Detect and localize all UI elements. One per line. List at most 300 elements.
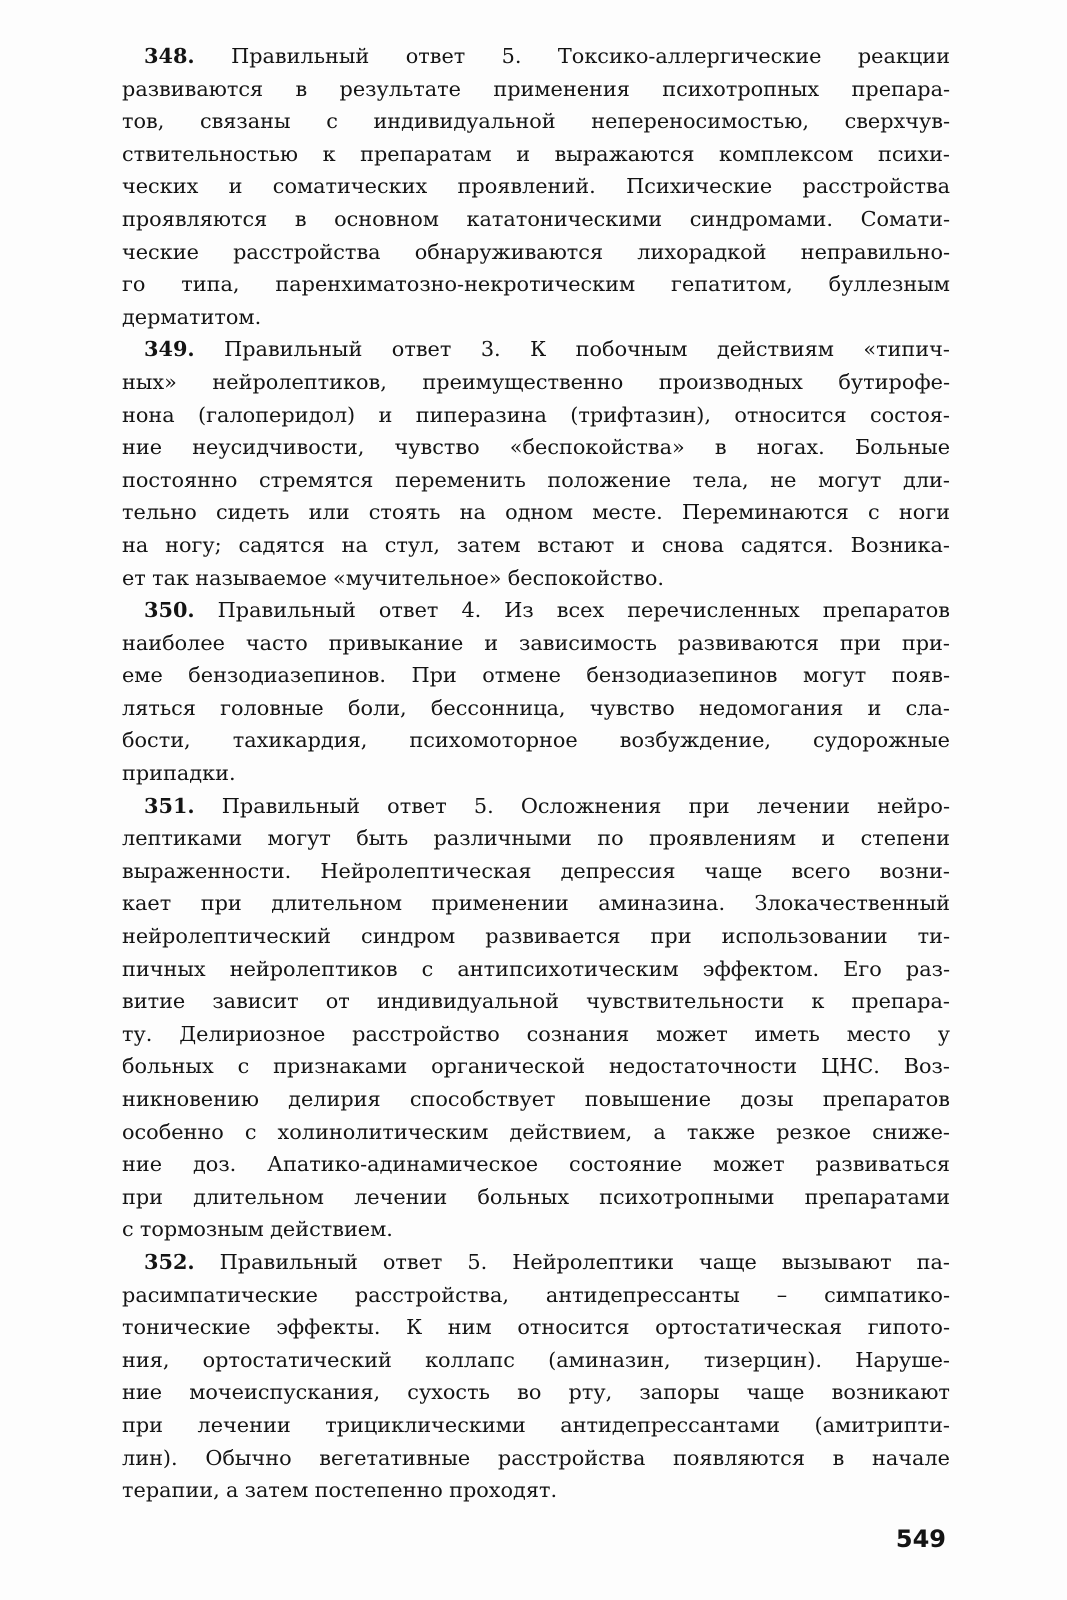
word: а: [653, 1119, 666, 1144]
word: на: [122, 532, 149, 557]
word: психотропных: [662, 76, 820, 101]
word: ногах.: [756, 435, 825, 460]
word: раз-: [905, 956, 950, 981]
word: ответ: [382, 1249, 443, 1274]
word: в: [832, 1445, 845, 1470]
word: расимпатические: [122, 1282, 318, 1307]
answer-paragraph-349: [122, 333, 950, 594]
word: эффектом.: [702, 956, 820, 981]
word: ет: [122, 565, 146, 590]
word: проявлений.: [457, 174, 596, 199]
word: называемое: [195, 565, 327, 590]
word: производных: [658, 369, 803, 394]
word: «беспокойства»: [509, 435, 685, 460]
word: тельно: [122, 500, 197, 525]
word: недостаточности: [608, 1054, 798, 1079]
word: всех: [556, 598, 605, 623]
word: Больные: [854, 435, 950, 460]
text-line: [122, 464, 950, 497]
word: органической: [431, 1054, 586, 1079]
text-line: [122, 399, 950, 432]
word: проходят.: [449, 1478, 558, 1503]
word: применении: [431, 891, 569, 916]
word: нона: [122, 402, 175, 427]
word: может: [713, 1152, 785, 1177]
word: сла-: [905, 695, 950, 720]
word: лептиками: [122, 826, 243, 851]
text-line: [122, 1311, 950, 1344]
word: или: [308, 500, 350, 525]
word: с: [867, 500, 880, 525]
word: в: [714, 435, 727, 460]
word: Обычно: [205, 1445, 292, 1470]
word: больных: [122, 1054, 214, 1079]
answer-paragraph-348: [122, 40, 950, 333]
word: с: [122, 1217, 134, 1242]
word: нейролептиков: [229, 956, 398, 981]
word: Воз-: [903, 1054, 950, 1079]
word: чаще: [746, 1380, 805, 1405]
word: всего: [791, 858, 851, 883]
word: относится: [517, 1315, 630, 1340]
text-line: [122, 790, 950, 823]
word: возбуждение,: [619, 728, 771, 753]
word: и: [821, 826, 836, 851]
word: беспокойство.: [507, 565, 664, 590]
word: с: [326, 109, 338, 134]
word: расстройства: [802, 174, 950, 199]
word: появ-: [891, 663, 950, 688]
word: чаще: [698, 1249, 757, 1274]
word: месте.: [592, 500, 663, 525]
text-line: [122, 1181, 950, 1214]
word: сверхчув-: [844, 109, 950, 134]
word: затем: [244, 1478, 309, 1503]
word: реакции: [857, 44, 950, 68]
word: Нейролептическая: [320, 858, 532, 883]
word: трициклическими: [325, 1412, 526, 1437]
word: мочеиспускания,: [189, 1380, 381, 1405]
word: психи-: [877, 141, 950, 166]
word: длительном: [193, 1184, 324, 1209]
word: синдром: [361, 924, 456, 949]
word: неусидчивости,: [192, 435, 365, 460]
word: коллапс: [425, 1347, 515, 1372]
word: постоянно: [122, 467, 238, 492]
word: при: [688, 793, 730, 818]
text-line: [122, 268, 950, 301]
text-line: [122, 1376, 950, 1409]
word: ЦНС.: [821, 1054, 880, 1079]
word: по: [597, 826, 624, 851]
word: могут: [802, 663, 867, 688]
word: ортостатический: [202, 1347, 392, 1372]
word: может: [656, 1021, 728, 1046]
word: при: [122, 1184, 164, 1209]
word: лихорадкой: [637, 239, 767, 264]
word: дозы: [740, 1087, 794, 1111]
word: бензодиазепинов: [586, 663, 778, 688]
word: Из: [504, 598, 534, 623]
word: препаратов: [822, 1087, 950, 1111]
text-line: [122, 692, 950, 725]
word: аминазина.: [598, 891, 726, 916]
answer-paragraph-350: [122, 594, 950, 790]
word: Правильный: [224, 337, 363, 362]
word: депрессия: [560, 858, 676, 883]
word: в: [294, 206, 307, 231]
word: основном: [334, 206, 439, 231]
text-line: [122, 496, 950, 529]
word: и: [378, 402, 393, 427]
word: пичных: [122, 956, 206, 981]
text-line: [122, 855, 950, 888]
word: садятся.: [740, 532, 834, 557]
text-line: [122, 1083, 950, 1116]
word: К: [406, 1315, 423, 1340]
text-line: [122, 1116, 950, 1149]
word: 4.: [461, 598, 482, 623]
word: ответ: [378, 598, 439, 623]
word: никновению: [122, 1087, 259, 1111]
word: (амитрипти-: [814, 1412, 950, 1437]
word: 3.: [480, 337, 501, 362]
text-line: [122, 920, 950, 953]
word: препаратами: [804, 1184, 950, 1209]
text-line: [122, 594, 950, 627]
word: психотропными: [599, 1184, 775, 1209]
word: связаны: [199, 109, 291, 134]
word: антипсихотическим: [457, 956, 679, 981]
word: Возника-: [850, 532, 950, 557]
word: чаще: [704, 858, 763, 883]
answer-paragraph-351: [122, 790, 950, 1246]
word: и: [867, 695, 882, 720]
text-line: [122, 627, 950, 660]
text-line: [122, 1148, 950, 1181]
word: синдромами.: [689, 206, 833, 231]
word: зависимость: [519, 630, 657, 655]
word: признаками: [273, 1054, 408, 1079]
text-line: [122, 659, 950, 692]
word: отмене: [482, 663, 561, 688]
word: возни-: [879, 858, 950, 883]
word: лечении: [197, 1412, 291, 1437]
word: и: [228, 174, 243, 199]
word: при: [200, 891, 242, 916]
text-line: [122, 1279, 950, 1312]
word: па-: [916, 1249, 950, 1274]
word: ных»: [122, 369, 177, 394]
word: чувство: [394, 435, 480, 460]
word: дли-: [903, 467, 950, 492]
word: место: [846, 1021, 911, 1046]
word: ние: [122, 1380, 163, 1405]
word: Правильный: [219, 1249, 358, 1274]
word: Нейролептики: [512, 1249, 674, 1274]
word: начале: [872, 1445, 950, 1470]
word: антидепрессанты: [545, 1282, 740, 1307]
page-number: 549: [895, 1525, 946, 1553]
text-line: [122, 366, 950, 399]
word: постепенно: [314, 1478, 443, 1503]
text-line: [122, 822, 950, 855]
answer-number: 350.: [144, 597, 195, 623]
word: проявляются: [122, 206, 268, 231]
word: состояние: [569, 1152, 683, 1177]
word: соматических: [272, 174, 428, 199]
word: Наруше-: [855, 1347, 950, 1372]
word: привыкание: [328, 630, 464, 655]
word: гепатитом,: [671, 272, 793, 297]
text-line: [122, 138, 950, 171]
word: повышение: [584, 1087, 712, 1111]
word: недомогания: [698, 695, 844, 720]
word: витие: [122, 989, 186, 1014]
word: тонические: [122, 1315, 251, 1340]
word: одном: [505, 500, 573, 525]
word: длительном: [271, 891, 403, 916]
word: буллезным: [828, 272, 950, 297]
word: рту,: [568, 1380, 613, 1405]
word: при: [650, 924, 692, 949]
text-line: [122, 73, 950, 106]
word: с: [244, 1119, 257, 1144]
word: го: [122, 272, 146, 297]
word: в: [295, 76, 308, 101]
word: эффекты.: [276, 1315, 381, 1340]
word: «типич-: [863, 337, 950, 362]
word: при: [122, 1412, 164, 1437]
word: еме: [122, 663, 163, 688]
word: антидепрессантами: [560, 1412, 780, 1437]
word: препара-: [851, 76, 950, 101]
word: и: [631, 532, 646, 557]
word: комплексом: [719, 141, 854, 166]
word: при-: [901, 630, 950, 655]
text-line: [122, 757, 950, 790]
word: 5.: [467, 1249, 488, 1274]
word: ние: [122, 1152, 163, 1177]
text-line: [122, 1018, 950, 1051]
word: Его: [843, 956, 882, 981]
word: тела,: [692, 467, 749, 492]
word: ние: [122, 435, 163, 460]
word: тизерцин).: [703, 1347, 822, 1372]
word: действием.: [270, 1217, 393, 1242]
word: пиперазина: [415, 402, 547, 427]
word: дерматитом.: [122, 304, 262, 329]
answer-paragraph-352: [122, 1246, 950, 1507]
word: ответ: [391, 337, 452, 362]
word: результате: [339, 76, 461, 101]
answer-number: 351.: [144, 792, 195, 818]
word: стремятся: [259, 467, 374, 492]
word: делирия: [288, 1087, 381, 1111]
text-line: [122, 529, 950, 562]
word: сухость: [407, 1380, 490, 1405]
word: 5.: [473, 793, 494, 818]
word: быть: [356, 826, 409, 851]
word: кает: [122, 891, 172, 916]
word: препара-: [851, 989, 950, 1014]
word: вызывают: [781, 1249, 892, 1274]
word: расстройства: [497, 1445, 646, 1470]
word: также: [686, 1119, 756, 1144]
word: вегетативные: [319, 1445, 471, 1470]
word: индивидуальной: [376, 989, 560, 1014]
word: развивается: [485, 924, 621, 949]
text-line: [122, 1474, 950, 1507]
word: и: [516, 141, 531, 166]
word: гипото-: [867, 1315, 950, 1340]
text-line: [122, 170, 950, 203]
word: типа,: [181, 272, 240, 297]
text-line: [122, 724, 950, 757]
word: (аминазин,: [548, 1347, 671, 1372]
word: чувство: [589, 695, 675, 720]
word: Токсико-аллергические: [557, 44, 822, 68]
word: развиваются: [677, 630, 820, 655]
word: а: [225, 1478, 239, 1503]
word: ческие: [122, 239, 199, 264]
word: могут: [818, 467, 882, 492]
word: бессонница,: [430, 695, 566, 720]
text-line: [122, 203, 950, 236]
word: использовании: [721, 924, 888, 949]
text-line: [122, 953, 950, 986]
word: Злокачественный: [754, 891, 950, 916]
word: выраженности.: [122, 858, 292, 883]
text-line: [122, 1442, 950, 1475]
word: ответ: [405, 44, 466, 68]
word: К: [530, 337, 547, 362]
word: лечении: [354, 1184, 448, 1209]
word: проявлениям: [648, 826, 797, 851]
word: к: [322, 141, 336, 166]
text-line: [122, 40, 950, 73]
text-line: [122, 1409, 950, 1442]
word: бутирофе-: [838, 369, 950, 394]
word: кататоническими: [466, 206, 663, 231]
word: расстройства,: [354, 1282, 509, 1307]
word: нейро-: [877, 793, 950, 818]
body-text: [122, 40, 950, 1507]
word: непереносимостью,: [591, 109, 809, 134]
word: различными: [433, 826, 572, 851]
text-line: [122, 236, 950, 269]
word: сниже-: [872, 1119, 950, 1144]
word: действием,: [509, 1119, 633, 1144]
word: перечисленных: [627, 598, 800, 623]
answer-number: 352.: [144, 1248, 195, 1274]
word: особенно: [122, 1119, 224, 1144]
text-line: [122, 1213, 950, 1246]
word: развиваются: [122, 76, 264, 101]
word: судорожные: [813, 728, 950, 753]
text-line: [122, 105, 950, 138]
word: ния,: [122, 1347, 170, 1372]
word: ноги: [898, 500, 950, 525]
text-line: [122, 1344, 950, 1377]
word: на: [459, 500, 486, 525]
word: тов,: [122, 109, 165, 134]
word: Психические: [626, 174, 773, 199]
word: –: [776, 1282, 788, 1307]
word: могут: [267, 826, 331, 851]
text-line: [122, 431, 950, 464]
text-line: [122, 301, 950, 334]
word: Сомати-: [860, 206, 950, 231]
word: во: [517, 1380, 542, 1405]
word: положение: [547, 467, 672, 492]
word: наиболее: [122, 630, 225, 655]
word: возникают: [831, 1380, 950, 1405]
word: бости,: [122, 728, 191, 753]
word: состоя-: [869, 402, 950, 427]
word: неправильно-: [800, 239, 950, 264]
word: иметь: [754, 1021, 820, 1046]
text-line: [122, 333, 950, 366]
word: Правильный: [217, 598, 356, 623]
word: «мучительное»: [333, 565, 502, 590]
word: зависит: [212, 989, 299, 1014]
word: Осложнения: [520, 793, 662, 818]
word: боли,: [347, 695, 407, 720]
word: запоры: [639, 1380, 720, 1405]
word: обнаруживаются: [414, 239, 604, 264]
word: симпатико-: [824, 1282, 950, 1307]
word: побочным: [575, 337, 688, 362]
word: Делириозное: [179, 1021, 326, 1046]
word: больных: [477, 1184, 570, 1209]
word: чувствительности: [586, 989, 785, 1014]
word: ногу;: [165, 532, 222, 557]
word: применения: [493, 76, 630, 101]
word: Правильный: [221, 793, 361, 818]
word: к: [811, 989, 825, 1014]
word: ствительностью: [122, 141, 299, 166]
word: так: [152, 565, 189, 590]
text-line: [122, 985, 950, 1018]
word: расстройства: [233, 239, 381, 264]
word: ляться: [122, 695, 196, 720]
word: нейролептиков,: [212, 369, 387, 394]
word: Переминаются: [682, 500, 849, 525]
word: на: [341, 532, 368, 557]
word: индивидуальной: [373, 109, 556, 134]
text-line: [122, 887, 950, 920]
word: при: [839, 630, 881, 655]
word: резкое: [776, 1119, 852, 1144]
word: Апатико-адинамическое: [267, 1152, 539, 1177]
word: у: [937, 1021, 950, 1046]
text-line: [122, 1246, 950, 1279]
word: от: [325, 989, 350, 1014]
word: выражаются: [554, 141, 695, 166]
word: препаратов: [822, 598, 950, 623]
word: ческих: [122, 174, 199, 199]
text-line: [122, 562, 950, 595]
word: головные: [220, 695, 324, 720]
text-line: [122, 1050, 950, 1083]
word: сознания: [526, 1021, 630, 1046]
word: лин).: [122, 1445, 178, 1470]
word: нейролептический: [122, 924, 332, 949]
word: ним: [447, 1315, 492, 1340]
word: часто: [245, 630, 308, 655]
word: и: [484, 630, 499, 655]
